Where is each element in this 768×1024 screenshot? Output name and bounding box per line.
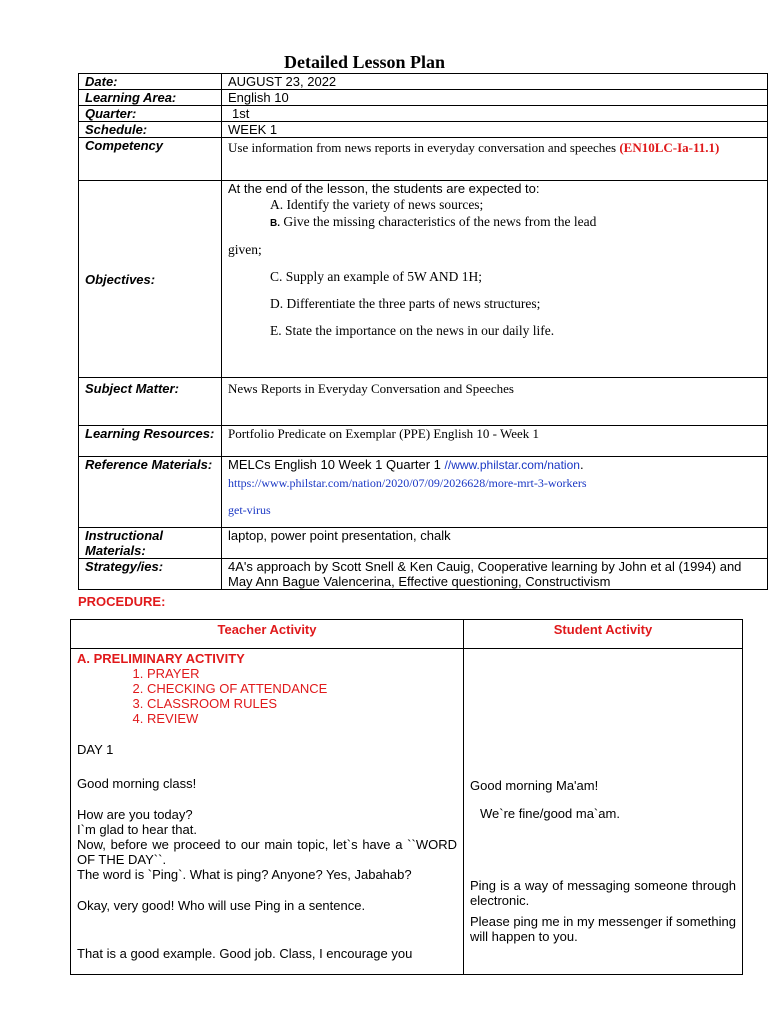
document-title: Detailed Lesson Plan — [283, 52, 445, 72]
competency-text: Use information from news reports in everyday conversation and speeches — [228, 140, 617, 155]
objective-b-continued: given; — [228, 242, 262, 257]
learning-area-value: English 10 — [222, 90, 768, 106]
table-row — [79, 528, 768, 559]
instructional-materials-label: Instructional Materials: — [79, 528, 222, 559]
preliminary-activity-heading: A. PRELIMINARY ACTIVITY — [77, 651, 245, 666]
objectives-value — [222, 181, 768, 378]
objectives-intro: At the end of the lesson, the students are expected to: — [228, 181, 540, 196]
teacher-how-are-you: How are you today? — [77, 807, 193, 822]
teacher-ping-question: The word is `Ping`. What is ping? Anyone? Yes, Jabahab? — [77, 867, 412, 882]
teacher-okay: Okay, very good! Who will use Ping in a sentence. — [77, 898, 366, 913]
teacher-activity-header: Teacher Activity — [71, 620, 464, 649]
student-ping-sentence: Please ping me in my messenger if something will happen to you. — [470, 914, 736, 944]
objectives-label: Objectives: — [79, 181, 222, 378]
list-item: 2. CHECKING OF ATTENDANCE — [147, 681, 457, 696]
competency-code: (EN10LC-Ia-11.1) — [619, 140, 720, 155]
table-row — [79, 426, 768, 457]
instructional-materials-value: laptop, power point presentation, chalk — [222, 528, 768, 559]
teacher-activity-cell — [71, 649, 464, 975]
reference-text: MELCs English 10 Week 1 Quarter 1 — [228, 457, 441, 472]
quarter-label: Quarter: — [79, 106, 222, 122]
date-value: AUGUST 23, 2022 — [222, 74, 768, 90]
table-row — [79, 138, 768, 181]
teacher-word-of-day: Now, before we proceed to our main topic, let`s have a ``WORD OF THE DAY``. — [77, 837, 457, 867]
strategy-value: 4A's approach by Scott Snell & Ken Cauig, Cooperative learning by John et al (1994) and May Ann Bague Valencerina, Effective questioning, Constructivism — [222, 559, 768, 590]
table-row — [79, 74, 768, 90]
table-row — [79, 122, 768, 138]
objective-c: C. Supply an example of 5W AND 1H; — [270, 269, 482, 284]
list-item: 1. PRAYER — [147, 666, 457, 681]
objective-d: D. Differentiate the three parts of news structures; — [270, 296, 541, 311]
objective-e: E. State the importance on the news in our daily life. — [270, 323, 555, 338]
learning-area-label: Learning Area: — [79, 90, 222, 106]
quarter-value: 1st — [222, 106, 768, 122]
list-item: 4. REVIEW — [147, 711, 457, 726]
teacher-good-example: That is a good example. Good job. Class, I encourage you — [77, 946, 413, 961]
lesson-info-table — [78, 73, 768, 590]
learning-resources-value: Portfolio Predicate on Exemplar (PPE) English 10 - Week 1 — [222, 426, 768, 457]
subject-matter-value: News Reports in Everyday Conversation and Speeches — [222, 378, 768, 426]
student-ping-definition: Ping is a way of messaging someone through electronic. — [470, 878, 736, 908]
preliminary-list — [77, 666, 457, 726]
objective-b — [228, 214, 761, 231]
reference-link-article-cont[interactable]: get-virus — [228, 503, 271, 517]
competency-label: Competency — [79, 138, 222, 181]
day-label: DAY 1 — [77, 742, 114, 757]
table-row — [79, 378, 768, 426]
student-fine: We`re fine/good ma`am. — [480, 806, 620, 821]
reference-link-nation[interactable]: //www.philstar.com/nation — [444, 458, 580, 472]
table-row — [71, 620, 743, 649]
subject-matter-label: Subject Matter: — [79, 378, 222, 426]
student-activity-header: Student Activity — [464, 620, 743, 649]
reference-materials-label: Reference Materials: — [79, 457, 222, 528]
teacher-glad: I`m glad to hear that. — [77, 822, 197, 837]
table-row — [79, 181, 768, 378]
reference-link-article[interactable]: https://www.philstar.com/nation/2020/07/09/2026628/more-mrt-3-workers — [228, 476, 587, 490]
competency-value — [222, 138, 768, 181]
learning-resources-label: Learning Resources: — [79, 426, 222, 457]
procedure-heading: PROCEDURE: — [78, 594, 166, 609]
activity-table — [70, 619, 743, 975]
objective-b-letter: B. — [270, 218, 280, 229]
reference-materials-value — [222, 457, 768, 528]
student-greeting: Good morning Ma'am! — [470, 778, 599, 793]
reference-dot: . — [579, 457, 584, 472]
table-row — [79, 106, 768, 122]
objective-b-text: Give the missing characteristics of the news from the lead — [283, 214, 597, 229]
schedule-value: WEEK 1 — [222, 122, 768, 138]
list-item: 3. CLASSROOM RULES — [147, 696, 457, 711]
date-label: Date: — [79, 74, 222, 90]
table-row — [79, 457, 768, 528]
schedule-label: Schedule: — [79, 122, 222, 138]
strategy-label: Strategy/ies: — [79, 559, 222, 590]
table-row — [71, 649, 743, 975]
objective-a: A. Identify the variety of news sources; — [270, 197, 484, 212]
table-row — [79, 90, 768, 106]
student-activity-cell — [464, 649, 743, 975]
table-row — [79, 559, 768, 590]
teacher-greeting: Good morning class! — [77, 776, 197, 791]
